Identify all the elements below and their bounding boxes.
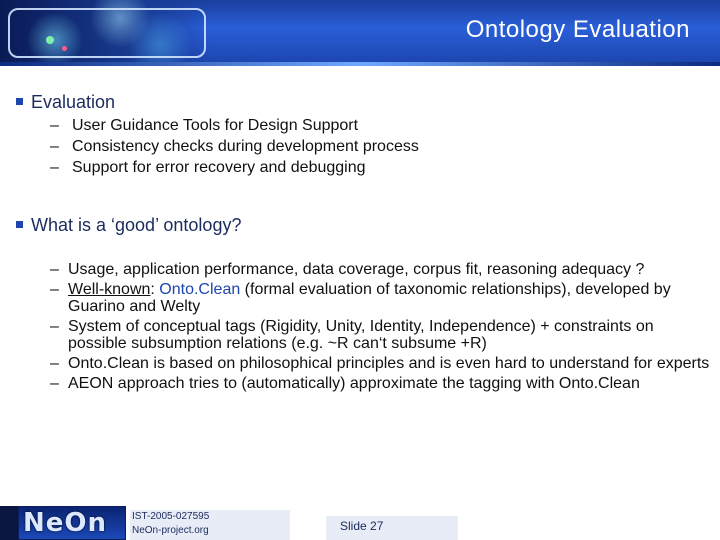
list-item (50, 136, 419, 157)
dash-icon: – (50, 159, 59, 176)
list-item (50, 375, 710, 393)
sub-list (50, 261, 710, 394)
dash-icon: – (50, 138, 59, 155)
slide-title: Ontology Evaluation (465, 16, 690, 43)
list-item-text: Support for error recovery and debugging (72, 159, 366, 176)
section-heading-evaluation (16, 92, 115, 113)
dash-icon: – (50, 280, 59, 298)
list-item (50, 261, 710, 279)
section-heading-good-ontology (16, 215, 241, 236)
dash-icon: – (50, 117, 59, 134)
list-item (50, 157, 366, 178)
dash-icon: – (50, 317, 59, 335)
footer-edge (0, 506, 18, 540)
neon-logo-text: NeOn (23, 508, 108, 538)
list-item (50, 115, 358, 136)
slide-number: Slide 27 (326, 516, 458, 540)
well-known-label: Well-known (68, 280, 151, 298)
list-item-text: System of conceptual tags (Rigidity, Unity, Identity, Independence) + constraints on possible subsumption relations (e.g. ~R can‘t subsume +R) (68, 317, 654, 353)
project-website: NeOn-project.org (132, 525, 209, 536)
list-item-text: User Guidance Tools for Design Support (72, 117, 359, 134)
section-heading-text: Evaluation (31, 92, 116, 112)
dash-icon: – (50, 374, 59, 392)
project-id: IST-2005-027595 (132, 511, 210, 522)
list-item-text: Onto.Clean is based on philosophical principles and is even hard to understand for experts (68, 354, 710, 372)
list-item (50, 355, 710, 373)
slide-header (0, 0, 720, 62)
list-item-text: Consistency checks during development process (72, 138, 419, 155)
list-item-text (50, 281, 710, 316)
list-item-rest-text: (formal evaluation of taxonomic relationships), developed by Guarino and Welty (68, 280, 671, 316)
square-bullet-icon (16, 98, 23, 105)
list-item (50, 281, 710, 316)
list-item (50, 318, 710, 353)
colon-text: : (150, 280, 160, 298)
neon-logo (18, 506, 126, 540)
ontoclean-highlight: Onto.Clean (159, 280, 241, 298)
dash-icon: – (50, 261, 59, 278)
footer-project-info (130, 510, 290, 540)
dash-icon: – (50, 354, 59, 372)
header-divider (0, 62, 720, 66)
list-item-text: Usage, application performance, data coverage, corpus fit, reasoning adequacy ? (68, 261, 645, 278)
list-item-text: AEON approach tries to (automatically) approximate the tagging with Onto.Clean (68, 374, 640, 392)
square-bullet-icon (16, 221, 23, 228)
section-heading-text: What is a ‘good’ ontology? (31, 215, 242, 235)
header-frame (8, 8, 206, 58)
